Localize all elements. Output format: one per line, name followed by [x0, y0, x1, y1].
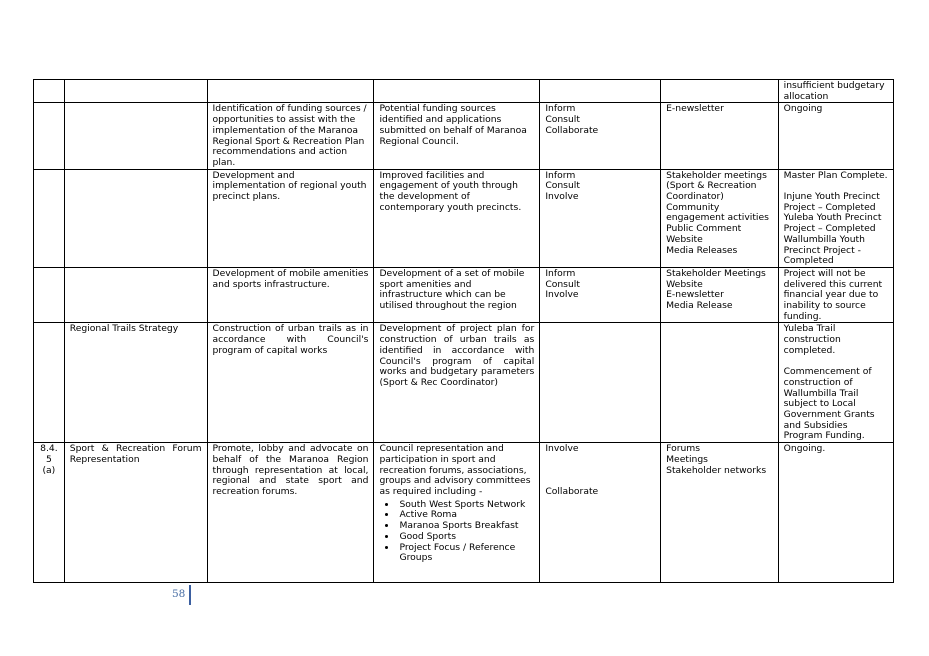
engagement-level: Consult: [545, 278, 580, 290]
method-item: Media Releases: [666, 244, 738, 256]
strategy-cell: [64, 103, 207, 169]
engagement-level: Inform: [545, 169, 576, 181]
method-cell: [661, 80, 779, 103]
strategy-cell: [64, 169, 207, 267]
outcome-cell: [374, 80, 540, 103]
method-item: Public Comment: [666, 223, 742, 235]
status-line: Wallumbilla Youth Precinct Project - Completed: [783, 233, 865, 267]
method-item: Stakeholder meetings (Sport & Recreation Coordinator): [666, 169, 767, 203]
table-row: [34, 323, 894, 443]
outcome-cell: Development of a set of mobile sport amenities and infrastructure which can be utilised throughout the region: [374, 267, 540, 323]
list-item: • Maranoa Sports Breakfast: [397, 521, 534, 532]
method-cell: [661, 267, 779, 323]
outcome-cell: Development of project plan for construction of urban trails as identified in accordance with Council's program of capital works and budgetary parameters (Sport & Rec Coordinator): [374, 323, 540, 443]
method-cell: [661, 443, 779, 583]
action-cell: Construction of urban trails as in accordance with Council's program of capital works: [207, 323, 374, 443]
status-line: Ongoing: [783, 103, 823, 115]
engagement-level: Collaborate: [545, 124, 599, 136]
table-row: [34, 443, 894, 583]
engagement-level-cell: [540, 323, 661, 443]
engagement-level-cell: [540, 80, 661, 103]
status-line: Project will not be delivered this current financial year due to inability to source funding.: [783, 267, 883, 322]
outcome-text: Council representation and participation in sport and recreation forums, associations, groups and advisory committees as required including -: [379, 443, 531, 497]
engagement-gap: [545, 466, 655, 477]
ref-cell: [34, 80, 65, 103]
ref-cell: [34, 169, 65, 267]
strategy-cell: [64, 80, 207, 103]
engagement-level-cell: [540, 169, 661, 267]
ref-cell: [34, 323, 65, 443]
status-line: insufficient budgetary allocation: [783, 80, 885, 102]
engagement-level-cell: [540, 267, 661, 323]
list-item: • Active Roma: [397, 510, 534, 521]
status-line: Ongoing.: [783, 443, 826, 455]
status-line: Yuleba Trail construction completed.: [783, 323, 841, 356]
ref-cell: 8.4.5 (a): [34, 443, 65, 583]
engagement-level: Inform: [545, 103, 576, 115]
status-line: Master Plan Complete.: [783, 169, 888, 181]
status-line: Yuleba Youth Precinct Project – Completed: [783, 212, 882, 235]
method-cell: [661, 323, 779, 443]
engagement-level: Inform: [545, 267, 576, 279]
strategy-cell: Sport & Recreation Forum Representation: [64, 443, 207, 583]
list-item: • Project Focus / Reference Groups: [397, 543, 534, 564]
engagement-level-cell: [540, 443, 661, 583]
list-item: • South West Sports Network: [397, 500, 534, 511]
list-item: • Good Sports: [397, 532, 534, 543]
status-cell: [778, 323, 893, 443]
method-cell: [661, 169, 779, 267]
status-cell: [778, 80, 893, 103]
engagement-level: Consult: [545, 114, 580, 126]
outcome-cell: Potential funding sources identified and applications submitted on behalf of Maranoa Regional Council.: [374, 103, 540, 169]
table-row: [34, 267, 894, 323]
table-row: [34, 103, 894, 169]
method-item: Media Release: [666, 300, 733, 312]
method-item: Forums: [666, 443, 701, 455]
ref-cell: [34, 103, 65, 169]
page-number-rule: [189, 585, 191, 605]
action-cell: [207, 80, 374, 103]
engagement-level: Involve: [545, 289, 579, 301]
outcome-cell: Improved facilities and engagement of youth through the development of contemporary youth precincts.: [374, 169, 540, 267]
engagement-level: Involve: [545, 191, 579, 203]
table-row: [34, 80, 894, 103]
engagement-level: Collaborate: [545, 485, 599, 497]
method-cell: [661, 103, 779, 169]
ref-cell: [34, 267, 65, 323]
status-cell: [778, 267, 893, 323]
status-cell: [778, 103, 893, 169]
table-row: [34, 169, 894, 267]
action-cell: Development of mobile amenities and sports infrastructure.: [207, 267, 374, 323]
status-cell: [778, 169, 893, 267]
status-line: Injune Youth Precinct Project – Completed: [783, 191, 880, 213]
strategy-cell: Regional Trails Strategy: [64, 323, 207, 443]
engagement-level-cell: [540, 103, 661, 169]
method-item: Stakeholder Meetings: [666, 267, 766, 279]
action-cell: Development and implementation of regional youth precinct plans.: [207, 169, 374, 267]
engagement-level: Involve: [545, 443, 579, 455]
action-cell: Promote, lobby and advocate on behalf of the Maranoa Region through representation at local, regional and state sport and recreation forums.: [207, 443, 374, 583]
action-cell: Identification of funding sources / opportunities to assist with the implementation of the Maranoa Regional Sport & Recreation Plan recommendations and action plan.: [207, 103, 374, 169]
status-cell: [778, 443, 893, 583]
engagement-gap: [545, 455, 655, 466]
method-item: Community engagement activities: [666, 201, 769, 224]
method-item: Meetings: [666, 453, 708, 465]
strategy-cell: [64, 267, 207, 323]
method-item: Website: [666, 233, 703, 245]
engagement-level: Consult: [545, 180, 580, 192]
method-item: Stakeholder networks: [666, 464, 767, 476]
page-number: 58: [172, 588, 186, 600]
method-item: E-newsletter: [666, 289, 724, 301]
outcome-cell: [374, 443, 540, 583]
method-item: Website: [666, 278, 703, 290]
status-line: Commencement of construction of Wallumbilla Trail subject to Local Government Grants and Subsidies Program Funding.: [783, 366, 875, 442]
method-item: E-newsletter: [666, 103, 724, 115]
engagement-plan-table: [33, 79, 894, 583]
forum-list: [379, 500, 534, 564]
